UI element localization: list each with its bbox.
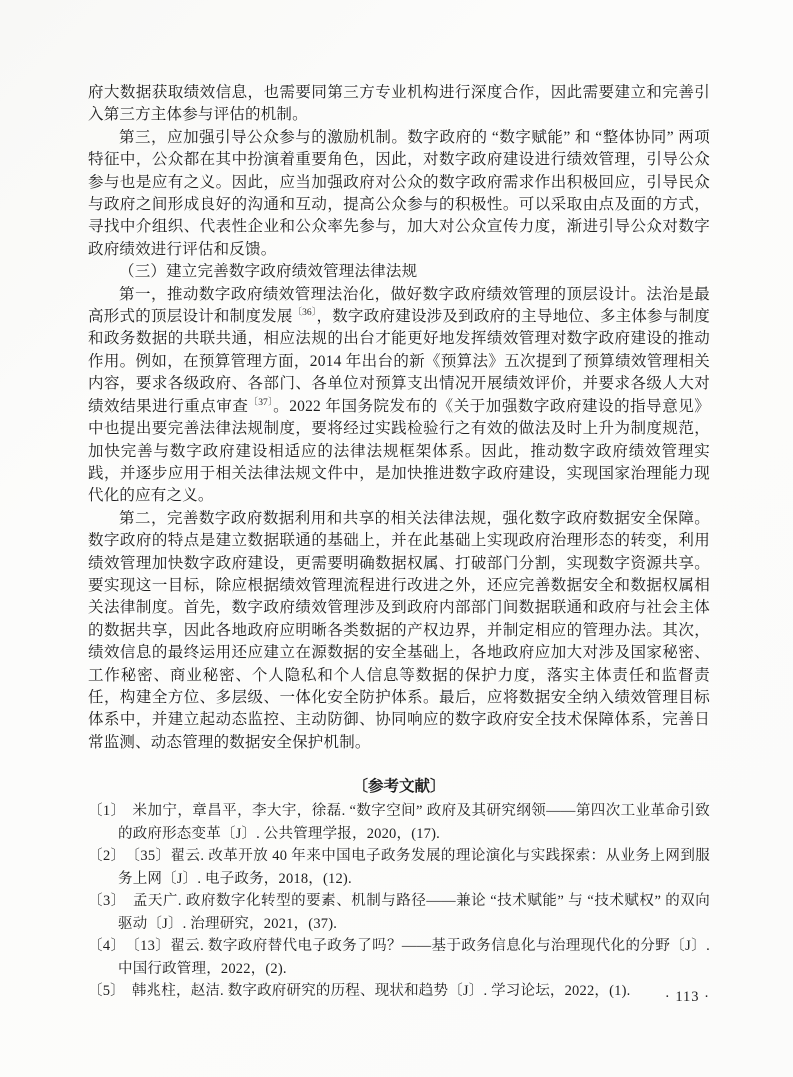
body-paragraph: 府大数据获取绩效信息，也需要同第三方专业机构进行深度合作，因此需要建立和完善引入第三方主体参与评估的机制。 [88, 84, 710, 124]
page-number: · 113 · [664, 989, 710, 1005]
reference-item: 〔4〕 〔13〕翟云. 数字政府替代电子政务了吗？——基于政务信息化与治理现代化的分野〔J〕. 中国行政管理，2022，(2). [88, 938, 710, 977]
reference-label: 〔4〕 [88, 938, 126, 955]
reference-label: 〔3〕 [88, 893, 126, 910]
reference-label: 〔1〕 [88, 803, 126, 820]
body-paragraph: 第三，应加强引导公众参与的激励机制。数字政府的 “数字赋能” 和 “整体协同” 两项特征中，公众都在其中扮演着重要角色，因此，对数字政府建设进行绩效管理，引导公众参与也是应有之义。因此，应当加强政府对公众的数字政府需求作出积极回应，引导民众与政府之间形成良好的沟通和互动，提高公众参与的积极性。可以采取由点及面的方式，寻找中介组织、代表性企业和公众率先参与，加大对公众宣传力度，渐进引导公众对数字政府绩效进行评估和反馈。 [88, 128, 710, 258]
body-paragraph: 第二，完善数字政府数据利用和共享的相关法律法规，强化数字政府数据安全保障。数字政府的特点是建立数据联通的基础上，并在此基础上实现政府治理形态的转变，利用绩效管理加快数字政府建设，更需要明确数据权属、打破部门分割，实现数字资源共享。要实现这一目标，除应根据绩效管理流程进行改进之外，还应完善数据安全和数据权属相关法律制度。首先，数字政府绩效管理涉及到政府内部部门间数据联通和政府与社会主体的数据共享，因此各地政府应明晰各类数据的产权边界，并制定相应的管理办法。其次，绩效信息的最终运用还应建立在源数据的安全基础上，各地政府应加大对涉及国家秘密、工作秘密、商业秘密、个人隐私和个人信息等数据的保护力度，落实主体责任和监督责任，构建全方位、多层级、一体化安全防护体系。最后，应将数据安全纳入绩效管理目标体系中，并建立起动态监控、主动防御、协同响应的数字政府安全技术保障体系，完善日常监测、动态管理的数据安全保护机制。 [88, 509, 710, 751]
reference-item: 〔2〕 〔35〕翟云. 改革开放 40 年来中国电子政务发展的理论演化与实践探索：从业务上网到服务上网〔J〕. 电子政务，2018，(12). [88, 848, 711, 887]
reference-item: 〔5〕 韩兆柱，赵洁. 数字政府研究的历程、现状和趋势〔J〕. 学习论坛，2022，(1). [88, 983, 631, 1000]
citation-superscript: 〔36〕 [292, 308, 317, 319]
reference-list [88, 800, 710, 1003]
references-heading: 〔参考文献〕 [352, 778, 446, 796]
section-heading: （三）建立完善数字政府绩效管理法律法规 [119, 263, 418, 281]
reference-item: 〔1〕 米加宁，章昌平，李大宇，徐磊. “数字空间” 政府及其研究纲领——第四次工业革命引致的政府形态变革〔J〕. 公共管理学报，2020，(17). [88, 803, 710, 842]
reference-label: 〔5〕 [88, 983, 125, 1000]
references-section [88, 775, 710, 1003]
reference-label: 〔2〕 [88, 848, 126, 865]
text-block [88, 82, 710, 1003]
citation-superscript: 〔37〕 [248, 397, 274, 408]
body-text [88, 82, 710, 754]
reference-item: 〔3〕 孟天广. 政府数字化转型的要素、机制与路径——兼论 “技术赋能” 与 “技术赋权” 的双向驱动〔J〕. 治理研究，2021，(37). [88, 893, 710, 932]
body-paragraph: 第一，推动数字政府绩效管理法治化，做好数字政府绩效管理的顶层设计。法治是最高形式的顶层设计和制度发展$^{〔36〕}$，数字政府建设涉及到政府的主导地位、多主体参与制度和政务数据的共联共通，相应法规的出台才能更好地发挥绩效管理对数字政府建设的推动作用。例如，在预算管理方面，2014 年出台的新《预算法》五次提到了预算绩效管理相关内容，要求各级政府、各部门、各单位对预算支出情况开展绩效评价，并要求各级人大对绩效结果进行重点审查$^{〔37〕}$。2022 年国务院发布的《关于加强数字政府建设的指导意见》中也提出要完善法律法规制度，要将经过实践检验行之有效的做法及时上升为制度规范，加快完善与数字政府建设相适应的法律法规框架体系。因此，推动数字政府绩效管理实践，并逐步应用于相关法律法规文件中，是加快推进数字政府建设，实现国家治理能力现代化的应有之义。 [88, 285, 710, 505]
